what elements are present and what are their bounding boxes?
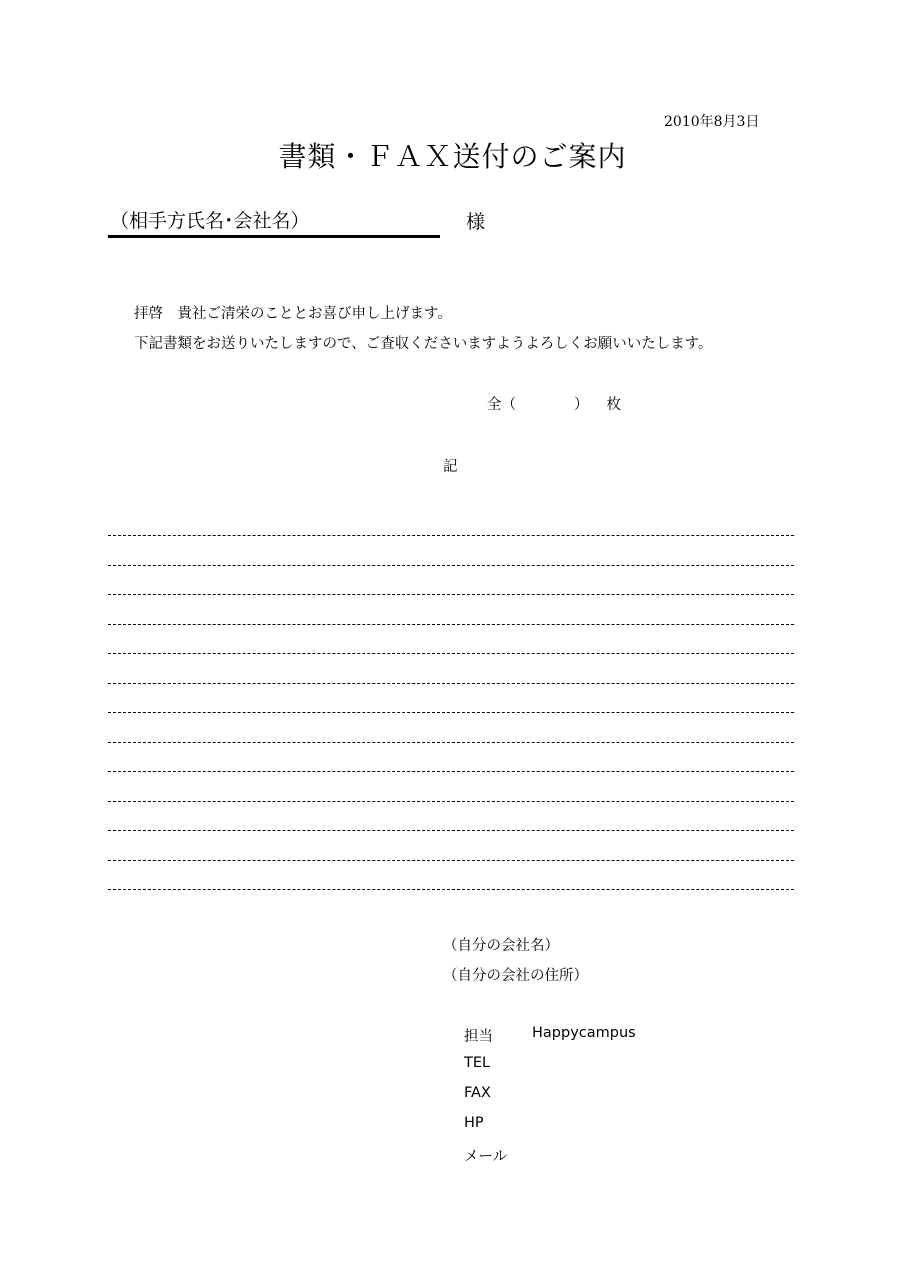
ki-heading: 記 [443,459,458,475]
sender-company: （自分の会社名） [443,938,559,954]
document-date: 2010年8月3日 [664,114,760,130]
page-count-suffix: ） [574,397,589,413]
list-line [108,565,794,566]
contact-person-label: 担当 [464,1029,493,1045]
list-line [108,771,794,772]
list-line [108,594,794,595]
document-title: 書類・ＦＡＸ送付のご案内 [278,140,627,173]
recipient-name-placeholder: （相手方氏名･会社名） [110,210,310,232]
greeting-text: 拝啓 貴社ご清栄のこととお喜び申し上げます。 [134,306,452,322]
tel-label: TEL [464,1055,491,1071]
list-line [108,830,794,831]
list-line [108,860,794,861]
list-line [108,712,794,713]
fax-label: FAX [464,1085,491,1101]
list-line [108,742,794,743]
list-line [108,889,794,890]
page-count [487,393,621,414]
contact-person-value: Happycampus [532,1025,636,1041]
email-label: メール [464,1149,508,1165]
page-count-prefix: 全（ [487,397,516,413]
hp-label: HP [464,1115,484,1131]
list-line [108,624,794,625]
sender-address: （自分の会社の住所） [443,968,588,984]
message-text: 下記書類をお送りいたしますので、ご査収くださいますようよろしくお願いいたします。 [134,336,713,352]
list-line [108,653,794,654]
list-line [108,535,794,536]
list-line [108,683,794,684]
document-list-lines [108,535,794,919]
recipient-honorific: 様 [466,211,486,233]
page-count-unit: 枚 [606,397,621,413]
list-line [108,801,794,802]
recipient-underline [108,235,440,238]
